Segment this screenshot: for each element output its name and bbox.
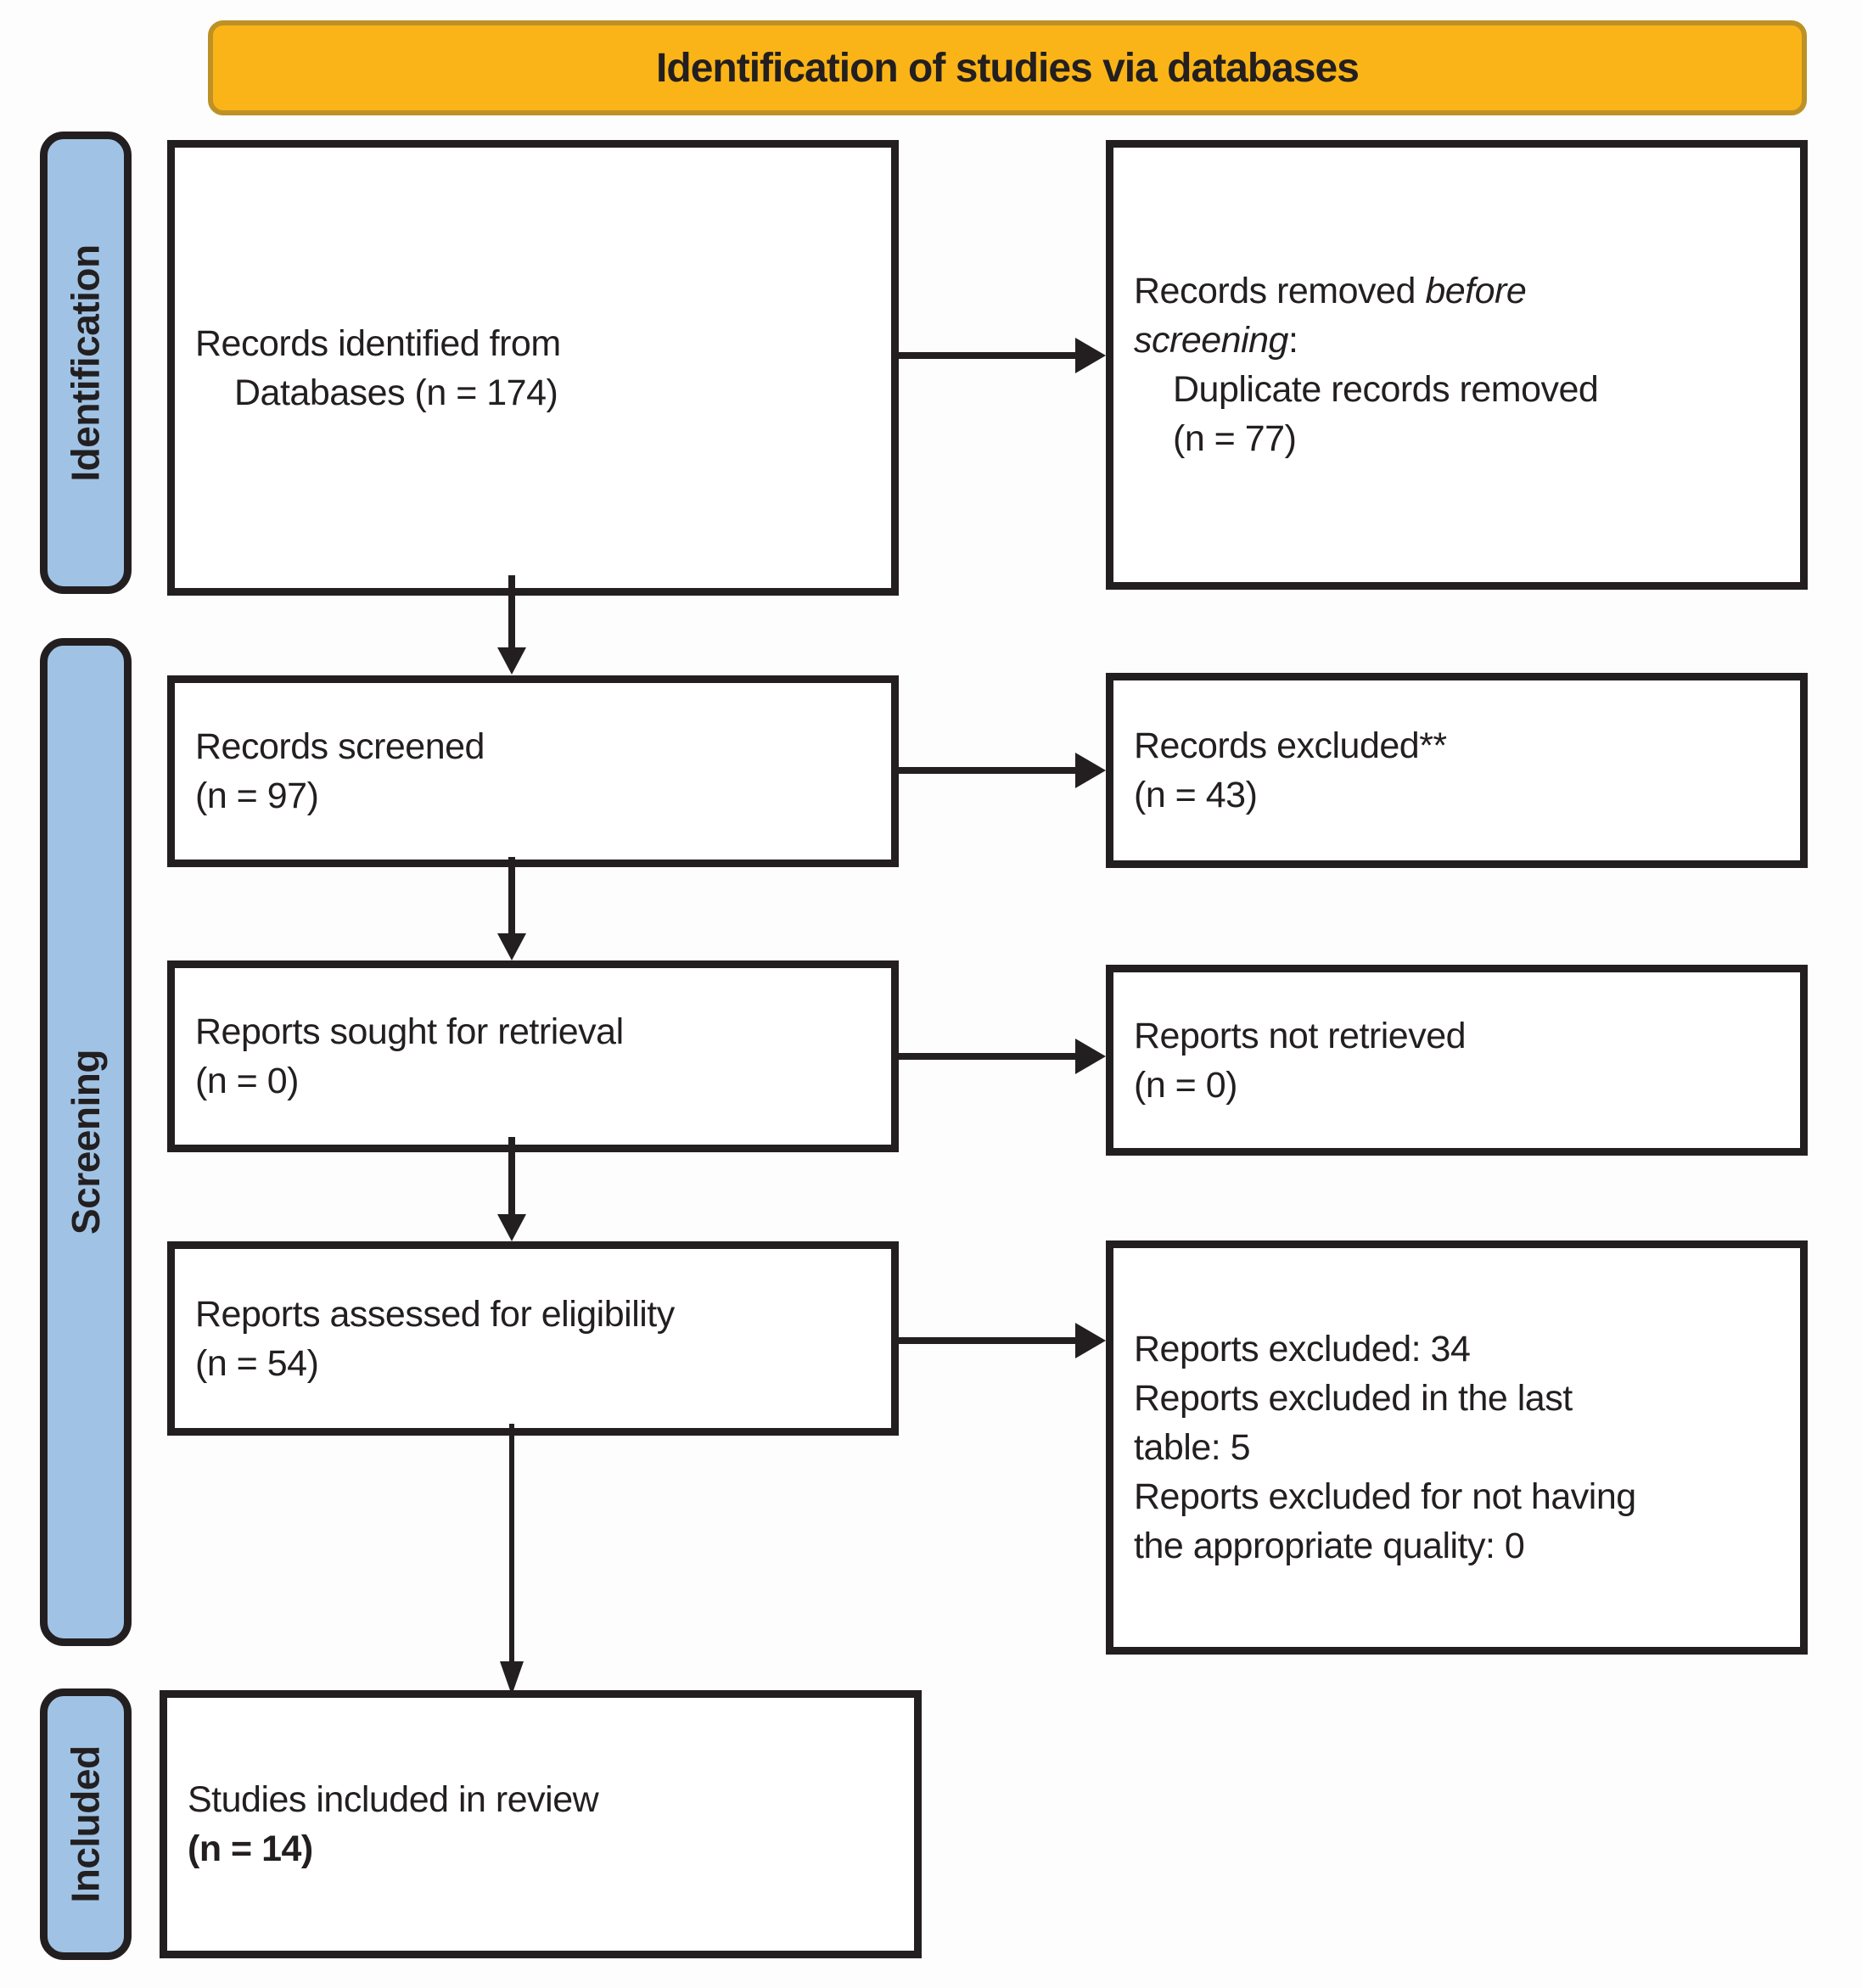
page-title: Identification of studies via databases [656,45,1359,91]
box-text-line: Reports assessed for eligibility [195,1293,675,1335]
box-text-line: the appropriate quality: 0 [1134,1526,1525,1566]
box-studies-included-text [167,1775,914,1873]
box-text-line: screening: [1134,320,1298,361]
arrow-identified-to-screened [497,575,526,675]
box-records-screened-text [175,722,891,820]
box-text-line: Reports excluded: 34 [1134,1329,1471,1369]
arrow-head [1075,338,1106,373]
box-studies-included [160,1690,922,1958]
box-text-line: (n = 97) [195,776,319,816]
box-reports-not-retrieved-text [1113,1011,1800,1110]
box-reports-assessed [167,1241,899,1436]
arrow-line [899,1053,1080,1060]
box-reports-not-retrieved [1106,965,1808,1156]
arrow-assessed-to-excluded-detail [899,1323,1106,1358]
arrow-line [899,1337,1080,1344]
box-text-line: (n = 0) [1134,1064,1237,1106]
arrow-screened-to-excluded [899,753,1106,788]
box-text-line: (n = 0) [195,1061,299,1101]
arrow-screened-to-sought [497,857,526,960]
box-text-line: Reports excluded for not having [1134,1476,1636,1517]
arrow-sought-to-assessed [497,1137,526,1241]
arrow-head [500,1661,524,1695]
box-text-line: Reports not retrieved [1134,1015,1467,1056]
arrow-line [899,352,1080,359]
stage-label-identification-text: Identification [64,244,109,482]
box-reports-excluded-detail-text [1113,1324,1800,1571]
box-records-excluded-text [1113,721,1800,820]
box-text-line: (n = 54) [195,1342,319,1384]
arrow-head [497,933,526,960]
arrow-identified-to-removed [899,338,1106,373]
box-reports-sought-text [175,1007,891,1106]
stage-label-included [40,1688,132,1960]
arrow-line [508,857,515,937]
arrow-line [899,767,1080,774]
arrow-assessed-to-included [500,1424,524,1695]
stage-label-identification [40,132,132,594]
box-records-excluded [1106,673,1808,868]
arrow-head [497,1214,526,1241]
arrow-line [508,1137,515,1218]
stage-label-screening-text: Screening [64,1050,109,1235]
box-text-line: table: 5 [1134,1427,1251,1468]
stage-label-included-text: Included [64,1745,108,1903]
header-banner [208,20,1807,115]
box-records-identified [167,140,899,596]
box-reports-sought [167,960,899,1152]
box-text-line: (n = 77) [1173,418,1297,459]
stage-label-screening [40,638,132,1646]
box-text-line: Records excluded** [1134,725,1447,766]
box-records-removed-text [1113,266,1800,463]
arrow-head [497,647,526,675]
box-reports-excluded-detail [1106,1240,1808,1655]
box-text-line: Records removed before [1134,271,1527,311]
arrow-head [1075,1323,1106,1358]
box-text-line: Reports excluded in the last [1134,1378,1573,1419]
box-text-line: Studies included in review [188,1779,599,1820]
arrow-head [1075,753,1106,788]
arrow-line [509,1424,514,1665]
box-text-line: (n = 14) [188,1828,313,1869]
box-text-line: Reports sought for retrieval [195,1011,624,1052]
box-records-removed [1106,140,1808,590]
box-text-line: Databases (n = 174) [234,372,558,413]
box-reports-assessed-text [175,1290,891,1388]
box-records-identified-text [175,319,891,417]
box-text-line: Records identified from [195,322,561,364]
box-records-screened [167,675,899,867]
box-text-line: Duplicate records removed [1173,369,1599,410]
arrow-sought-to-not-retrieved [899,1039,1106,1074]
arrow-head [1075,1039,1106,1074]
box-text-line: (n = 43) [1134,775,1258,815]
arrow-line [508,575,515,651]
box-text-line: Records screened [195,726,485,767]
